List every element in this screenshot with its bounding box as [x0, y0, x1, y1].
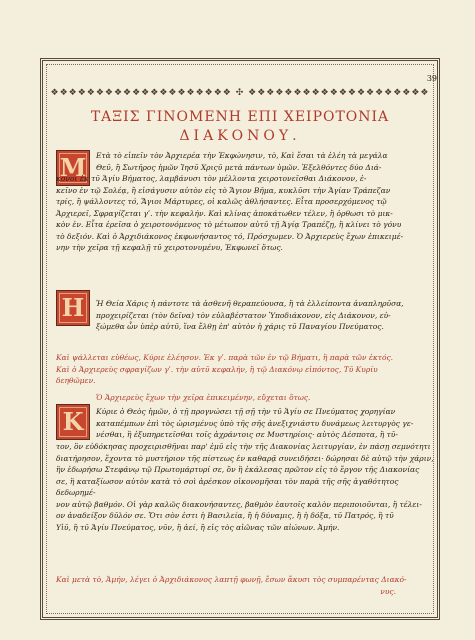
section-2-prayer: Ἡ Θεία Χάρις ἡ πάντοτε τὰ ἀσθενῆ θεραπεύουσα, ἢ τὰ ἐλλείποντα ἀναπληρῦσα, προχειρίζεται (τὸν δεῖνα) τὸν εὐλαβέστατον Ὑποδιάκονον, εἰς Διάκονον, εὐ- ξώμεθα ὦν ὑπὲρ αὐτῦ, ἵνα ἔλθῃ ἐπ' αὐτὸν ἡ χάρις τῦ Παναγίου Πνεύματος.	[96, 299, 404, 331]
section-1-lead: Ετὰ τὸ εἰπεῖν τὸν Ἀρχιερέα τὴν Ἐκφώνησιν, τὸ, Καὶ ἔσαι τὰ ἐλέη τὰ μεγάλα Θεῦ, ἢ Σωτῆρος ἡμῶν Ἰησῦ Χριςῦ μετὰ πάντων ὑμῶν. Ἐξελθόντες δύο Διά-	[96, 151, 388, 172]
section-5-rubric: Καὶ μετὰ τὸ, Ἀμήν, λέγει ὁ Ἀρχιδιάκονος λαπτῇ φωνῇ, ἔσων ἄκυσι τὸς συμπαρέντας Διακό- νυς.	[56, 575, 407, 596]
section-4-body: τον, ὃν εὐδόκησας προχειρισθῆναι παρ' ἐμῦ εἰς τὴν τῆς Διακονίας λειτυργίαν, ἐν πάσῃ σεμνότητι διατήρησον, ἔχοντα τὸ μυστήριον τῆς πίστεως ἐν καθαρᾷ συνειδήσει· δώρησαι δὲ αὐτῷ τὴν χάριν, ἣν ἐδωρήσω Στεφάνῳ τῷ Πρωτομάρτυρί σε, ὃν ἢ ἐκάλεσας πρῶτον εἰς τὸ ἔργον τῆς Διακονίας σε, ἢ καταξίωσον αὐτὸν κατὰ τὸ σοὶ ἀρέσκον οἰκονομῆσαι τὸν παρὰ τῆς σῆς ἀγαθότητος δεδωρημέ- νον αὐτῷ βαθμόν. Οἱ γὰρ καλῶς διακονήσαντες, βαθμὸν ἑαυτοῖς καλὸν περιποιοῦνται, ἢ τέλει- ον ἀναδείξον δῦλόν σε. Ὅτι σὸν ἐστι ἡ Βασιλεία, ἢ ἡ δύναμις, ἢ ἡ δόξα, τῦ Πατρός, ἢ τῦ Υἱῦ, ἢ τῦ Ἁγίυ Πνεύματος, νῦν, ἢ ἀεί, ἢ εἰς τὸς αἰῶνας τῶν αἰώνων. Ἀμήν.	[56, 442, 434, 532]
header-ornament: ❖❖❖❖❖❖❖❖❖❖❖❖❖❖❖❖❖❖❖❖ ✣ ❖❖❖❖❖❖❖❖❖❖❖❖❖❖❖❖❖❖❖❖	[50, 88, 430, 98]
title-line-2: ΔΙΑΚΟΝΟΥ.	[179, 127, 301, 144]
section-3-rubric: Καὶ ψάλλεται εὐθέως, Κύριε ἐλέησον. Ἐκ γʹ. παρὰ τῶν ἐν τῷ Βήματι, ἢ παρὰ τῶν ἐκτός. Καὶ ὁ Ἀρχιερεὺς σφραγίζων γʹ. τὴν αὐτῦ κεφαλήν, ἢ τῷ Διακόνῳ εἰπόντος, Τῦ Κυρίυ δεηθῶμεν.	[56, 353, 394, 385]
section-1-body: κονοι ἐκ τῦ Ἁγίυ Βήματος, λαμβάνυσι τὸν μέλλοντα χειροτονεῖσθαι Διάκονον, ἐ- κεῖνο ἐν τῷ Σολέᾳ, ἢ εἰσάγυσιν αὐτὸν εἰς τὸ Ἅγιον Βῆμα, κυκλῦσι τὴν Ἁγίαν Τράπεζαν τρίς, ἢ ψάλλοντες τό, Ἅγιοι Μάρτυρες, οἱ καλῶς ἀθλήσαντες. Εἶτα προσερχόμενος τῷ Ἀρχιερεῖ, Σφραγίζεται γʹ. τὴν κεφαλήν. Καὶ κλίνας ἀποκάτωθεν τέλεν, ἢ ὀρθωσι τὸ μικ- κὸν ἐν. Εἶτα ἐρεῖσα ὁ χειροτονόμενος τὸ μέτωπον αὐτῦ τῇ Ἁγίᾳ Τραπέζῃ, ἢ κλίνει τὸ γόνυ τὸ δεξιόν. Καὶ ὁ Ἀρχιδιάκονος ἐκφωνήσαντος τό, Πρόσχωμεν. Ὁ Ἀρχιερεὺς ἔχων ἐπικειμέ- νην τὴν χεῖρα τῇ κεφαλῇ τῦ χειροτονυμένυ, Ἐκφωνεῖ ὅτως.	[56, 174, 404, 252]
dropcap-3: Κ	[56, 404, 90, 440]
page-title	[48, 108, 432, 146]
section-4-heading: Ὁ Ἀρχιερεὺς ἔχων τὴν χεῖρα ἐπικειμένην, εὔχεται ὅτως.	[96, 393, 311, 402]
section-4-lead: Κύριε ὁ Θεὸς ἡμῶν, ὁ τῇ προγνώσει τῇ σῇ τὴν τῦ Ἁγίυ σε Πνεύματος χορηγίαν καταπέμπων ἐπὶ τὸς ὡρισμένυς ὑπὸ τῆς σῆς ἀνεξιχνιάστυ δυνάμεως λειτυργὸς γε- νέσθαι, ἢ ἐξυπηρετεῖσθαι τοῖς ἀχράντοις σε Μυστηρίοις· αὐτὸς Δέσποτα, ἢ τῦ-	[96, 407, 414, 439]
page-number: 39	[426, 74, 437, 83]
dropcap-2: Η	[56, 290, 90, 326]
title-line-1: ΤΑΞΙΣ ΓΙΝΟΜΕΝΗ ΕΠΙ ΧΕΙΡΟΤΟΝΙΑ	[90, 109, 390, 125]
dropcap-1: Μ	[56, 150, 90, 186]
